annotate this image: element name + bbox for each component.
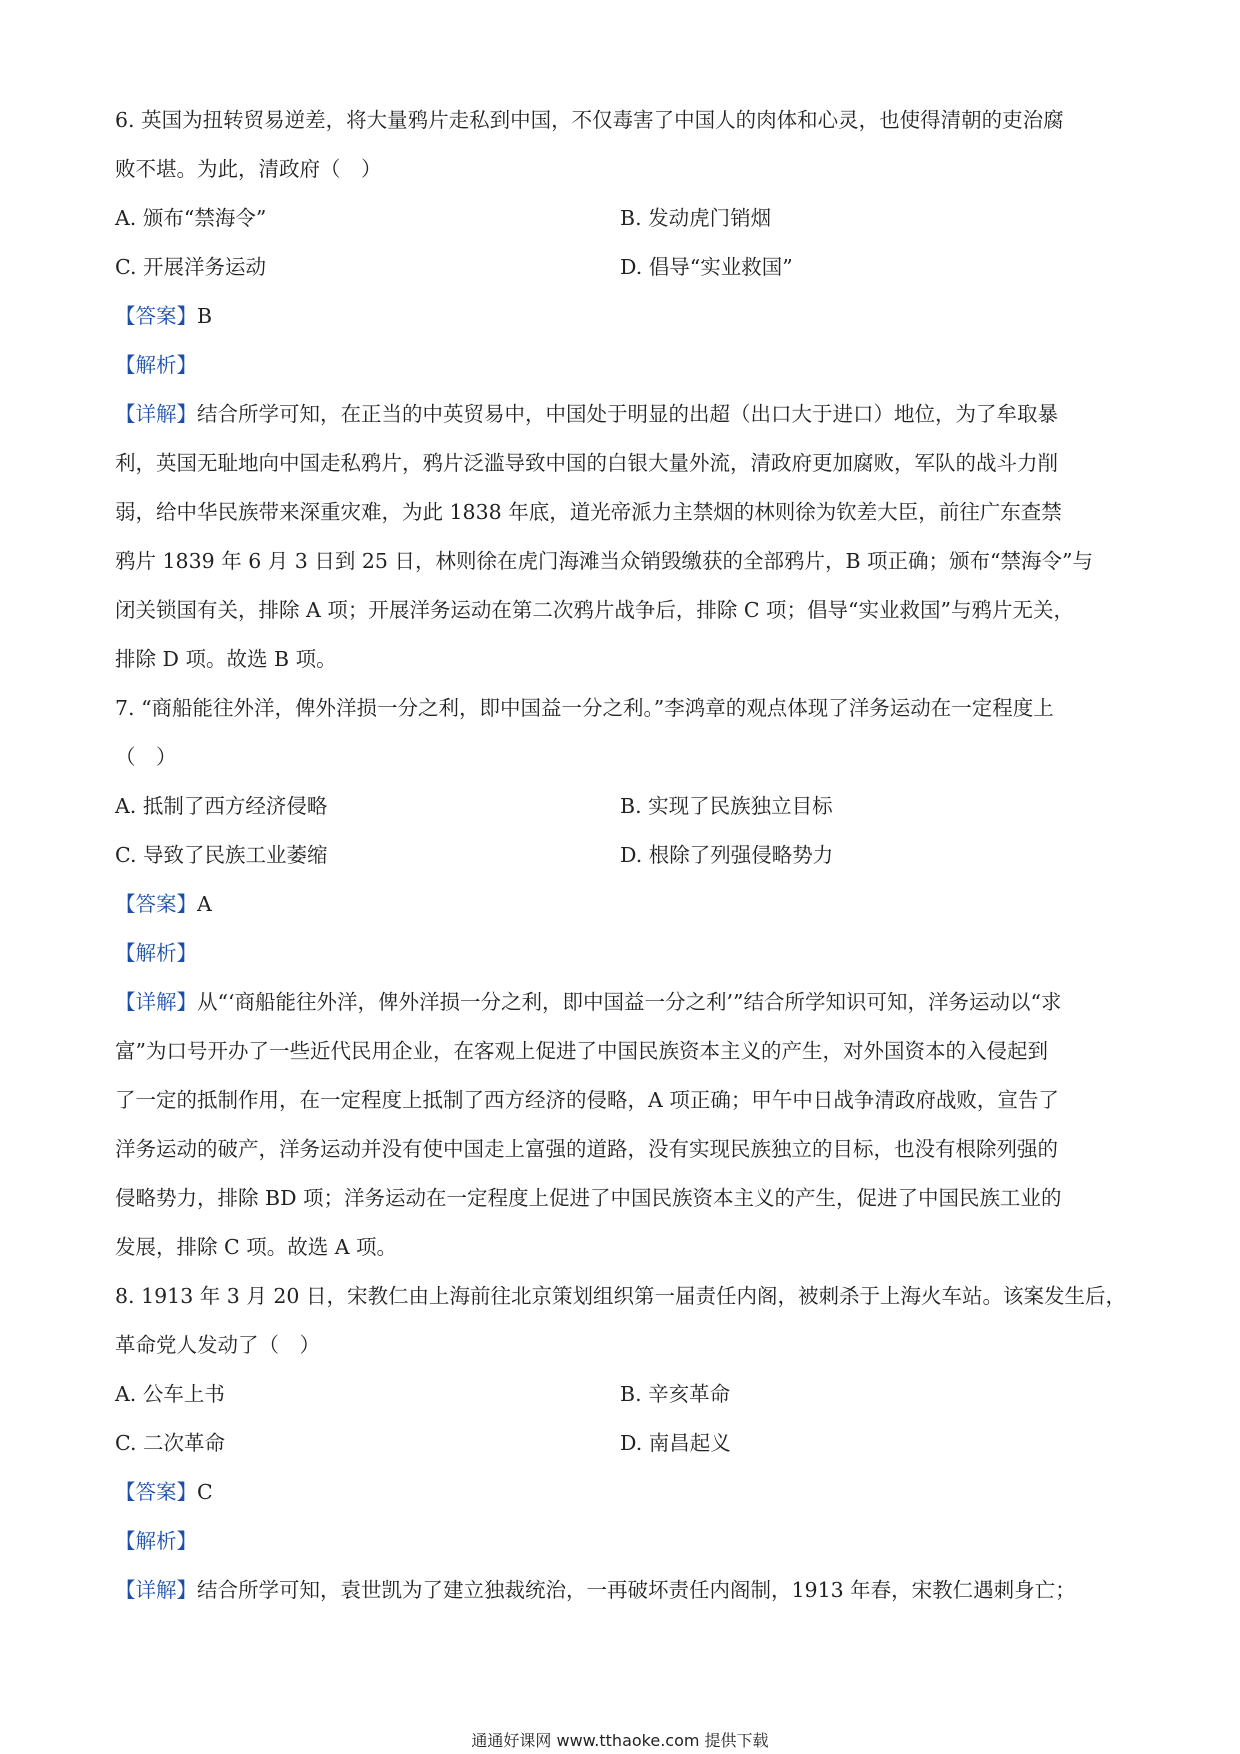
- answer-line: [115, 880, 1135, 929]
- detail-text: 结合所学可知，在正当的中英贸易中，中国处于明显的出超（出口大于进口）地位，为了牟取暴: [197, 402, 1058, 426]
- question-7: [115, 684, 1135, 1272]
- options-row: [115, 194, 1135, 243]
- option-c: C. 二次革命: [115, 1431, 225, 1455]
- options-row: [115, 243, 1135, 292]
- option-a: A. 抵制了西方经济侵略: [115, 794, 328, 818]
- question-stem: 6. 英国为扭转贸易逆差，将大量鸦片走私到中国，不仅毒害了中国人的肉体和心灵，也使得清朝的吏治腐: [115, 108, 1064, 132]
- detail-text: 洋务运动的破产，洋务运动并没有使中国走上富强的道路，没有实现民族独立的目标，也没有根除列强的: [115, 1137, 1058, 1161]
- answer-line: [115, 292, 1135, 341]
- detail-text: 侵略势力，排除 BD 项；洋务运动在一定程度上促进了中国民族资本主义的产生，促进了中国民族工业的: [115, 1186, 1062, 1210]
- detail-text: 弱，给中华民族带来深重灾难，为此 1838 年底，道光帝派力主禁烟的林则徐为钦差大臣，前往广东查禁: [115, 500, 1062, 524]
- detail-label: 【详解】: [115, 1578, 197, 1602]
- question-stem: （ ）: [115, 745, 177, 769]
- page-footer: 通通好课网 www.tthaoke.com 提供下载: [471, 1731, 769, 1750]
- answer-line: [115, 1468, 1135, 1517]
- answer-label: 【答案】: [115, 304, 197, 328]
- question-8: [115, 1272, 1135, 1615]
- options-row: [115, 1419, 1135, 1468]
- analysis-line: [115, 341, 1135, 390]
- option-b: B. 辛亥革命: [620, 1382, 731, 1406]
- detail-text: 利，英国无耻地向中国走私鸦片，鸦片泛滥导致中国的白银大量外流，清政府更加腐败，军队的战斗力削: [115, 451, 1058, 475]
- document-page: [115, 96, 1135, 1615]
- detail-text: 闭关锁国有关，排除 A 项；开展洋务运动在第二次鸦片战争后，排除 C 项；倡导“实业救国”与鸦片无关，: [115, 598, 1075, 622]
- question-stem: 败不堪。为此，清政府（ ）: [115, 157, 382, 181]
- analysis-label: 【解析】: [115, 353, 197, 377]
- detail-text: 鸦片 1839 年 6 月 3 日到 25 日，林则徐在虎门海滩当众销毁缴获的全部鸦片，B 项正确；颁布“禁海令”与: [115, 549, 1094, 573]
- analysis-label: 【解析】: [115, 1529, 197, 1553]
- detail-text: 排除 D 项。故选 B 项。: [115, 647, 337, 671]
- option-d: D. 倡导“实业救国”: [620, 255, 793, 279]
- detail-text: 发展，排除 C 项。故选 A 项。: [115, 1235, 398, 1259]
- option-b: B. 发动虎门销烟: [620, 206, 772, 230]
- question-stem: 革命党人发动了（ ）: [115, 1333, 320, 1357]
- option-a: A. 颁布“禁海令”: [115, 206, 267, 230]
- option-c: C. 开展洋务运动: [115, 255, 266, 279]
- detail-line: [115, 1566, 1135, 1615]
- detail-text: 富”为口号开办了一些近代民用企业，在客观上促进了中国民族资本主义的产生，对外国资本的入侵起到: [115, 1039, 1048, 1063]
- analysis-label: 【解析】: [115, 941, 197, 965]
- options-row: [115, 831, 1135, 880]
- answer-label: 【答案】: [115, 1480, 197, 1504]
- answer-value: B: [197, 304, 213, 328]
- option-d: D. 南昌起义: [620, 1431, 731, 1455]
- question-6: [115, 96, 1135, 684]
- analysis-line: [115, 1517, 1135, 1566]
- detail-text: 结合所学可知，袁世凯为了建立独裁统治，一再破坏责任内阁制，1913 年春，宋教仁遇刺身亡；: [197, 1578, 1076, 1602]
- detail-label: 【详解】: [115, 990, 197, 1014]
- answer-label: 【答案】: [115, 892, 197, 916]
- answer-value: C: [197, 1480, 213, 1504]
- options-row: [115, 1370, 1135, 1419]
- detail-text: 从“‘商船能往外洋，俾外洋损一分之利，即中国益一分之利’”结合所学知识可知，洋务运动以“求: [197, 990, 1062, 1014]
- detail-line: [115, 978, 1135, 1027]
- question-stem: 8. 1913 年 3 月 20 日，宋教仁由上海前往北京策划组织第一届责任内阁，被刺杀于上海火车站。该案发生后，: [115, 1284, 1126, 1308]
- option-b: B. 实现了民族独立目标: [620, 794, 833, 818]
- detail-label: 【详解】: [115, 402, 197, 426]
- detail-line: [115, 390, 1135, 439]
- analysis-line: [115, 929, 1135, 978]
- option-d: D. 根除了列强侵略势力: [620, 843, 834, 867]
- option-c: C. 导致了民族工业萎缩: [115, 843, 328, 867]
- answer-value: A: [197, 892, 212, 916]
- question-stem: 7. “商船能往外洋，俾外洋损一分之利，即中国益一分之利。”李鸿章的观点体现了洋务运动在一定程度上: [115, 696, 1054, 720]
- option-a: A. 公车上书: [115, 1382, 225, 1406]
- options-row: [115, 782, 1135, 831]
- detail-text: 了一定的抵制作用，在一定程度上抵制了西方经济的侵略，A 项正确；甲午中日战争清政府战败，宣告了: [115, 1088, 1059, 1112]
